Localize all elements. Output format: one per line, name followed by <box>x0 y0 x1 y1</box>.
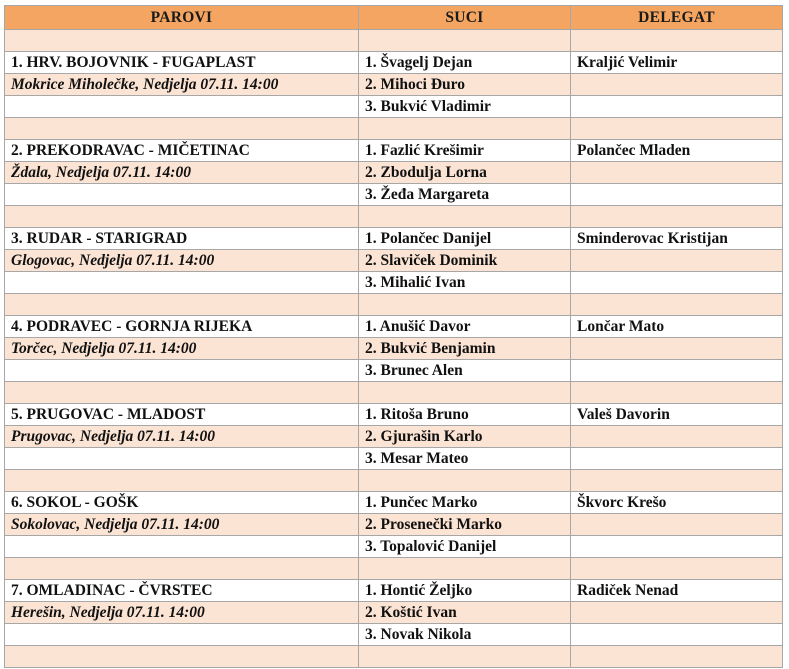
referee-name: 2. Bukvić Benjamin <box>359 338 571 360</box>
separator-cell <box>359 30 571 52</box>
separator-cell <box>5 470 359 492</box>
empty-cell <box>571 162 783 184</box>
separator-cell <box>571 558 783 580</box>
header-referees: SUCI <box>359 6 571 30</box>
delegate-name: Polančec Mladen <box>571 140 783 162</box>
empty-cell <box>571 250 783 272</box>
separator-cell <box>359 294 571 316</box>
referee-name: 1. Ritoša Bruno <box>359 404 571 426</box>
schedule-body <box>5 30 783 668</box>
referee-name: 3. Brunec Alen <box>359 360 571 382</box>
match-venue: Prugovac, Nedjelja 07.11. 14:00 <box>5 426 359 448</box>
delegate-name: Valeš Davorin <box>571 404 783 426</box>
separator-cell <box>571 382 783 404</box>
separator-cell <box>571 118 783 140</box>
referee-name: 3. Bukvić Vladimir <box>359 96 571 118</box>
separator-cell <box>571 646 783 668</box>
match-venue: Ždala, Nedjelja 07.11. 14:00 <box>5 162 359 184</box>
separator-cell <box>359 206 571 228</box>
empty-cell <box>571 338 783 360</box>
empty-cell <box>571 426 783 448</box>
match-venue: Herešin, Nedjelja 07.11. 14:00 <box>5 602 359 624</box>
match-venue: Mokrice Miholečke, Nedjelja 07.11. 14:00 <box>5 74 359 96</box>
empty-cell <box>5 624 359 646</box>
empty-cell <box>571 74 783 96</box>
match-pair: 4. PODRAVEC - GORNJA RIJEKA <box>5 316 359 338</box>
separator-cell <box>5 294 359 316</box>
empty-cell <box>5 536 359 558</box>
delegate-name: Škvorc Krešo <box>571 492 783 514</box>
match-schedule-table <box>4 5 783 668</box>
empty-cell <box>571 514 783 536</box>
match-row <box>5 426 783 448</box>
delegate-name: Kraljić Velimir <box>571 52 783 74</box>
match-venue: Glogovac, Nedjelja 07.11. 14:00 <box>5 250 359 272</box>
separator-cell <box>5 30 359 52</box>
separator-cell <box>359 558 571 580</box>
match-venue: Sokolovac, Nedjelja 07.11. 14:00 <box>5 514 359 536</box>
delegate-name: Sminderovac Kristijan <box>571 228 783 250</box>
match-row <box>5 514 783 536</box>
empty-cell <box>5 184 359 206</box>
separator-cell <box>571 294 783 316</box>
separator-cell <box>359 118 571 140</box>
empty-cell <box>571 360 783 382</box>
empty-cell <box>571 272 783 294</box>
header-pairs: PAROVI <box>5 6 359 30</box>
referee-name: 3. Žeđa Margareta <box>359 184 571 206</box>
separator-cell <box>5 118 359 140</box>
empty-cell <box>5 96 359 118</box>
separator-cell <box>571 30 783 52</box>
referee-name: 1. Punčec Marko <box>359 492 571 514</box>
referee-name: 2. Zbodulja Lorna <box>359 162 571 184</box>
separator-cell <box>359 646 571 668</box>
separator-cell <box>5 558 359 580</box>
referee-name: 1. Anušić Davor <box>359 316 571 338</box>
match-venue: Torčec, Nedjelja 07.11. 14:00 <box>5 338 359 360</box>
match-row <box>5 404 783 426</box>
separator-cell <box>5 382 359 404</box>
referee-name: 2. Prosenečki Marko <box>359 514 571 536</box>
match-pair: 3. RUDAR - STARIGRAD <box>5 228 359 250</box>
match-row <box>5 448 783 470</box>
separator-row <box>5 206 783 228</box>
separator-row <box>5 470 783 492</box>
match-row <box>5 360 783 382</box>
separator-cell <box>5 206 359 228</box>
empty-cell <box>571 448 783 470</box>
referee-name: 1. Fazlić Krešimir <box>359 140 571 162</box>
separator-row <box>5 646 783 668</box>
referee-name: 3. Mesar Mateo <box>359 448 571 470</box>
match-row <box>5 272 783 294</box>
empty-cell <box>571 536 783 558</box>
match-row <box>5 602 783 624</box>
match-row <box>5 184 783 206</box>
match-row <box>5 316 783 338</box>
separator-cell <box>359 382 571 404</box>
match-row <box>5 580 783 602</box>
separator-row <box>5 30 783 52</box>
match-row <box>5 228 783 250</box>
separator-row <box>5 558 783 580</box>
referee-name: 2. Gjurašin Karlo <box>359 426 571 448</box>
referee-name: 3. Mihalić Ivan <box>359 272 571 294</box>
referee-name: 1. Švagelj Dejan <box>359 52 571 74</box>
delegate-name: Radiček Nenad <box>571 580 783 602</box>
header-delegate: DELEGAT <box>571 6 783 30</box>
match-row <box>5 74 783 96</box>
match-pair: 5. PRUGOVAC - MLADOST <box>5 404 359 426</box>
match-row <box>5 492 783 514</box>
referee-name: 1. Hontić Željko <box>359 580 571 602</box>
empty-cell <box>5 272 359 294</box>
match-row <box>5 250 783 272</box>
separator-cell <box>571 206 783 228</box>
referee-name: 2. Slaviček Dominik <box>359 250 571 272</box>
match-row <box>5 624 783 646</box>
match-row <box>5 162 783 184</box>
empty-cell <box>5 360 359 382</box>
separator-row <box>5 294 783 316</box>
match-row <box>5 52 783 74</box>
match-pair: 1. HRV. BOJOVNIK - FUGAPLAST <box>5 52 359 74</box>
header-row <box>5 6 783 30</box>
separator-row <box>5 382 783 404</box>
empty-cell <box>571 184 783 206</box>
empty-cell <box>571 602 783 624</box>
delegate-name: Lončar Mato <box>571 316 783 338</box>
empty-cell <box>5 448 359 470</box>
match-row <box>5 96 783 118</box>
separator-cell <box>5 646 359 668</box>
referee-name: 3. Novak Nikola <box>359 624 571 646</box>
referee-name: 3. Topalović Danijel <box>359 536 571 558</box>
separator-cell <box>359 470 571 492</box>
empty-cell <box>571 624 783 646</box>
match-pair: 2. PREKODRAVAC - MIČETINAC <box>5 140 359 162</box>
match-row <box>5 338 783 360</box>
match-pair: 7. OMLADINAC - ČVRSTEC <box>5 580 359 602</box>
match-row <box>5 536 783 558</box>
separator-row <box>5 118 783 140</box>
empty-cell <box>571 96 783 118</box>
referee-name: 1. Polančec Danijel <box>359 228 571 250</box>
separator-cell <box>571 470 783 492</box>
match-pair: 6. SOKOL - GOŠK <box>5 492 359 514</box>
match-row <box>5 140 783 162</box>
referee-name: 2. Mihoci Đuro <box>359 74 571 96</box>
referee-name: 2. Koštić Ivan <box>359 602 571 624</box>
